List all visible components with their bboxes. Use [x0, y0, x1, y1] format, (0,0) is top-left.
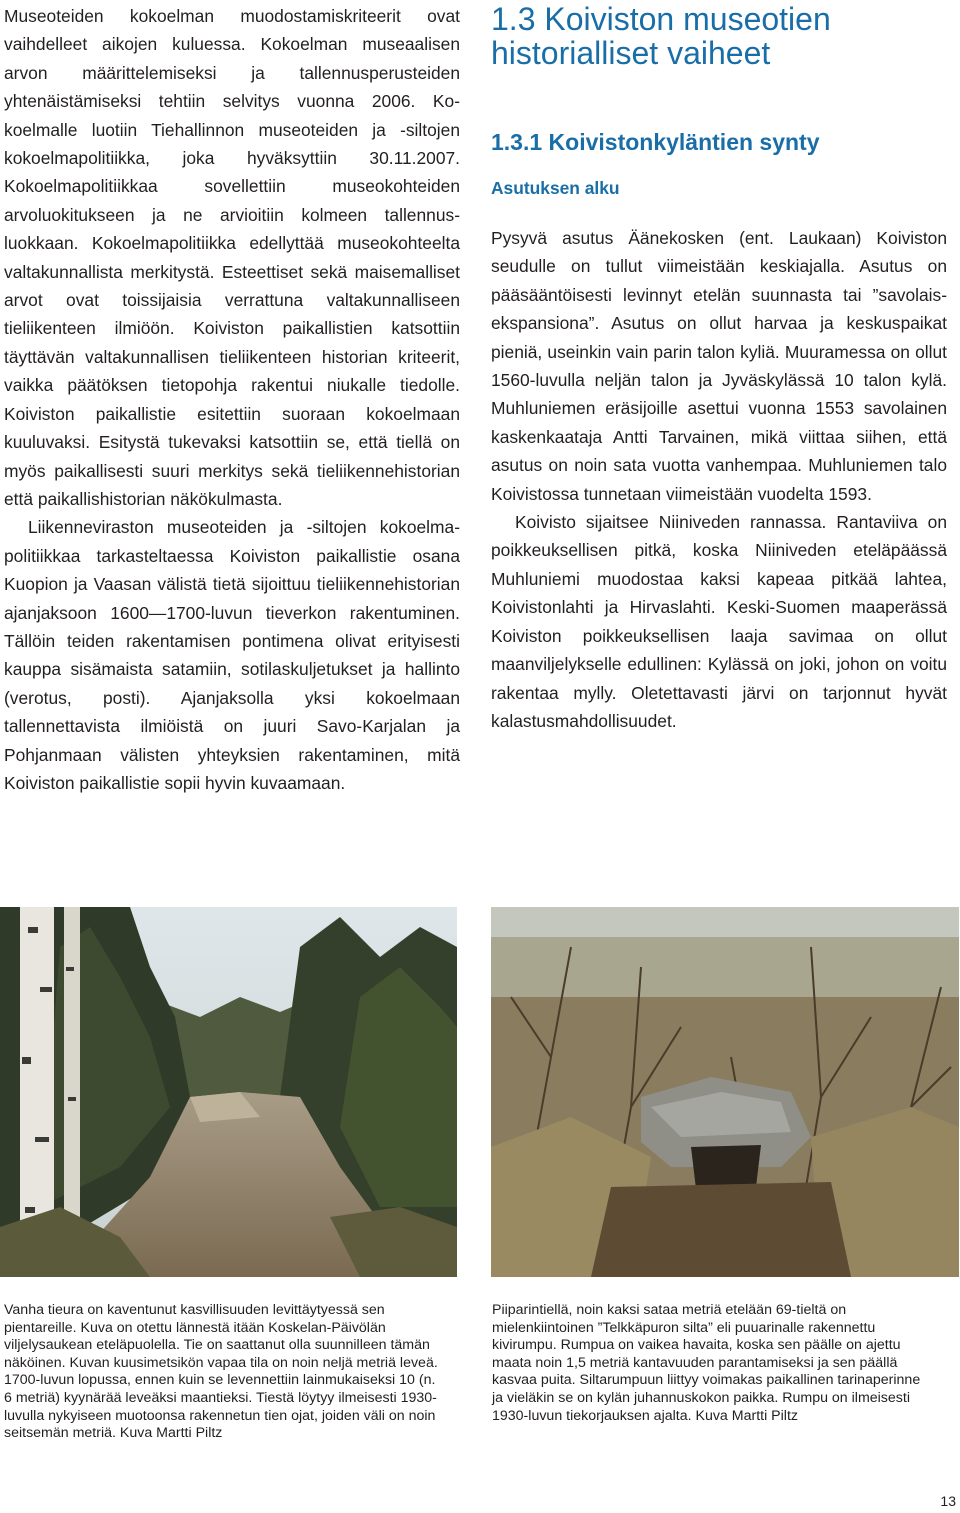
left-paragraph-2: Liikenneviraston museoteiden ja -siltojen kokoelmapolitiikkaa tarkasteltaessa Koiviston paikallistie osana Kuopion ja Vaasan välistä tietä sijoittuu tieliikennehistorian ajanjaksoon 1600—1700-luvun tieverkon rakentuminen. Tällöin teiden rakentamisen pontimena olivat erityisesti kauppa sisämaista satamiin, sotilaskuljetukset ja hallinto (verotus, posti). Ajanjaksolla yksi kokoelmaan tallennettavista ilmiöistä on juuri Savo-Karjalan ja Pohjanmaan välisten yhteyksien rakentaminen, mitä Koiviston paikallistie sopii hyvin kuvaamaan.: [4, 517, 460, 793]
stone-culvert-illustration: [491, 907, 959, 1277]
subsection-heading: 1.3.1 Koivistonkyläntien synty: [491, 129, 820, 155]
section-heading: 1.3 Koiviston museotien historialliset vaiheet: [491, 1, 831, 71]
left-column: [4, 2, 460, 797]
subheading-asutuksen-alku: Asutuksen alku: [491, 178, 620, 198]
caption-stone-culvert: Piiparintiellä, noin kaksi sataa metriä etelään 69-tieltä on mielenkiintoinen ”Telkkäpuron silta” eli puuarinalle rakennettu kivirumpu. Rumpua on vaikea havaita, koska sen päälle on ajettu maata noin 1,5 metriä kantavuuden parantamiseksi ja sen päällä kasvaa puita. Siltarumpuun liittyy voimakas paikallinen tarinaperinne ja vieläkin se on kylän juhannuskokon paikka. Rumpu on ilmeisesti 1930-luvun tiekorjauksen ajalta. Kuva Martti Piltz: [492, 1302, 921, 1424]
right-paragraph-2: Koivisto sijaitsee Niiniveden rannassa. Rantaviiva on poikkeuksellisen pitkä, koska Niiniveden eteläpäässä Muhluniemi muodostaa kaksi kapeaa pitkää lahtea, Koivistonlahti ja Hirvaslahti. Keski-Suomen maaperässä Koiviston poikkeuksellisen laaja savimaa on ollut maanviljelykselle edullinen: Kylässä on joki, johon on voitu rakentaa mylly. Oletettavasti järvi on tarjonnut hyvät kalastusmahdollisuudet.: [491, 512, 947, 731]
photo-stone-culvert: [491, 907, 959, 1277]
right-paragraph-1: Pysyvä asutus Äänekosken (ent. Laukaan) Koiviston seudulle on tullut viimeistään keskiajalla. Asutus on pääsääntöisesti levinnyt etelän suunnasta tai ”savolais-ekspansiona”. Asutus on ollut harvaa ja keskuspaikat pieniä, useinkin vain parin talon kyliä. Muuramessa on ollut 1560-luvulla neljän talon ja Jyväskylässä 10 talon kylä. Muhluniemen eräsijoille asettui vuonna 1553 savolainen kaskenkaataja Antti Tarvainen, mikä viittaa siihen, että asutus on noin sata vuotta vanhempaa. Muhluniemen talo Koivistossa tunnetaan viimeistään vuodelta 1593.: [491, 228, 947, 504]
right-column: [491, 2, 947, 735]
page-number: 13: [940, 1493, 956, 1509]
caption-forest-road: Vanha tieura on kaventunut kasvillisuuden levittäytyessä sen pientareille. Kuva on otettu lännestä itään Koskelan-Päivölän viljelysaukean eteläpuolella. Tie on saattanut olla suunnilleen tämän näköinen. Kuvan kuusimetsikön vapaa tila on noin neljä metriä leveä. 1700-luvun lopussa, ennen kuin se levennettiin lainmukaiseksi 10 (n. 6 metriä) kyynärää leveäksi maantieksi. Tiestä löytyy ilmeisesti 1930-luvulla nykyiseen muotoonsa rakennetun tien ojat, joiden väli on noin seitsemän metriä. Kuva Martti Piltz: [4, 1302, 438, 1442]
photo-forest-road: [0, 907, 457, 1277]
forest-road-illustration: [0, 907, 457, 1277]
left-paragraph-1: Museoteiden kokoelman muodostamiskriteerit ovat vaihdelleet aikojen kuluessa. Kokoelman museaalisen arvon määrittelemiseksi ja tallennusperusteiden yhtenäistämiseksi tehtiin selvitys vuonna 2006. Kokoelmalle luotiin Tiehallinnon museoteiden ja -siltojen kokoelmapolitiikka, joka hyväksyttiin 30.11.2007. Kokoelmapolitiikkaa sovellettiin museokohteiden arvoluokitukseen ja ne arvioitiin kolmeen tallennusluokkaan. Kokoelmapolitiikka edellyttää museokohteelta valtakunnallista merkitystä. Esteettiset sekä maisemalliset arvot ovat toissijaisia verrattuna valtakunnalliseen tieliikenteen ilmiöön. Koiviston paikallistien katsottiin täyttävän valtakunnallisen tieliikenteen historian kriteerit, vaikka päätöksen tietopohja rakentui niukalle tiedolle. Koiviston paikallistie esitettiin suoraan kokoelmaan kuuluvaksi. Esitystä tukevaksi katsottiin se, että tiellä on myös paikallisesti suuri merkitys sekä tieliikennehistorian että paikallishistorian näkökulmasta.: [4, 6, 460, 509]
